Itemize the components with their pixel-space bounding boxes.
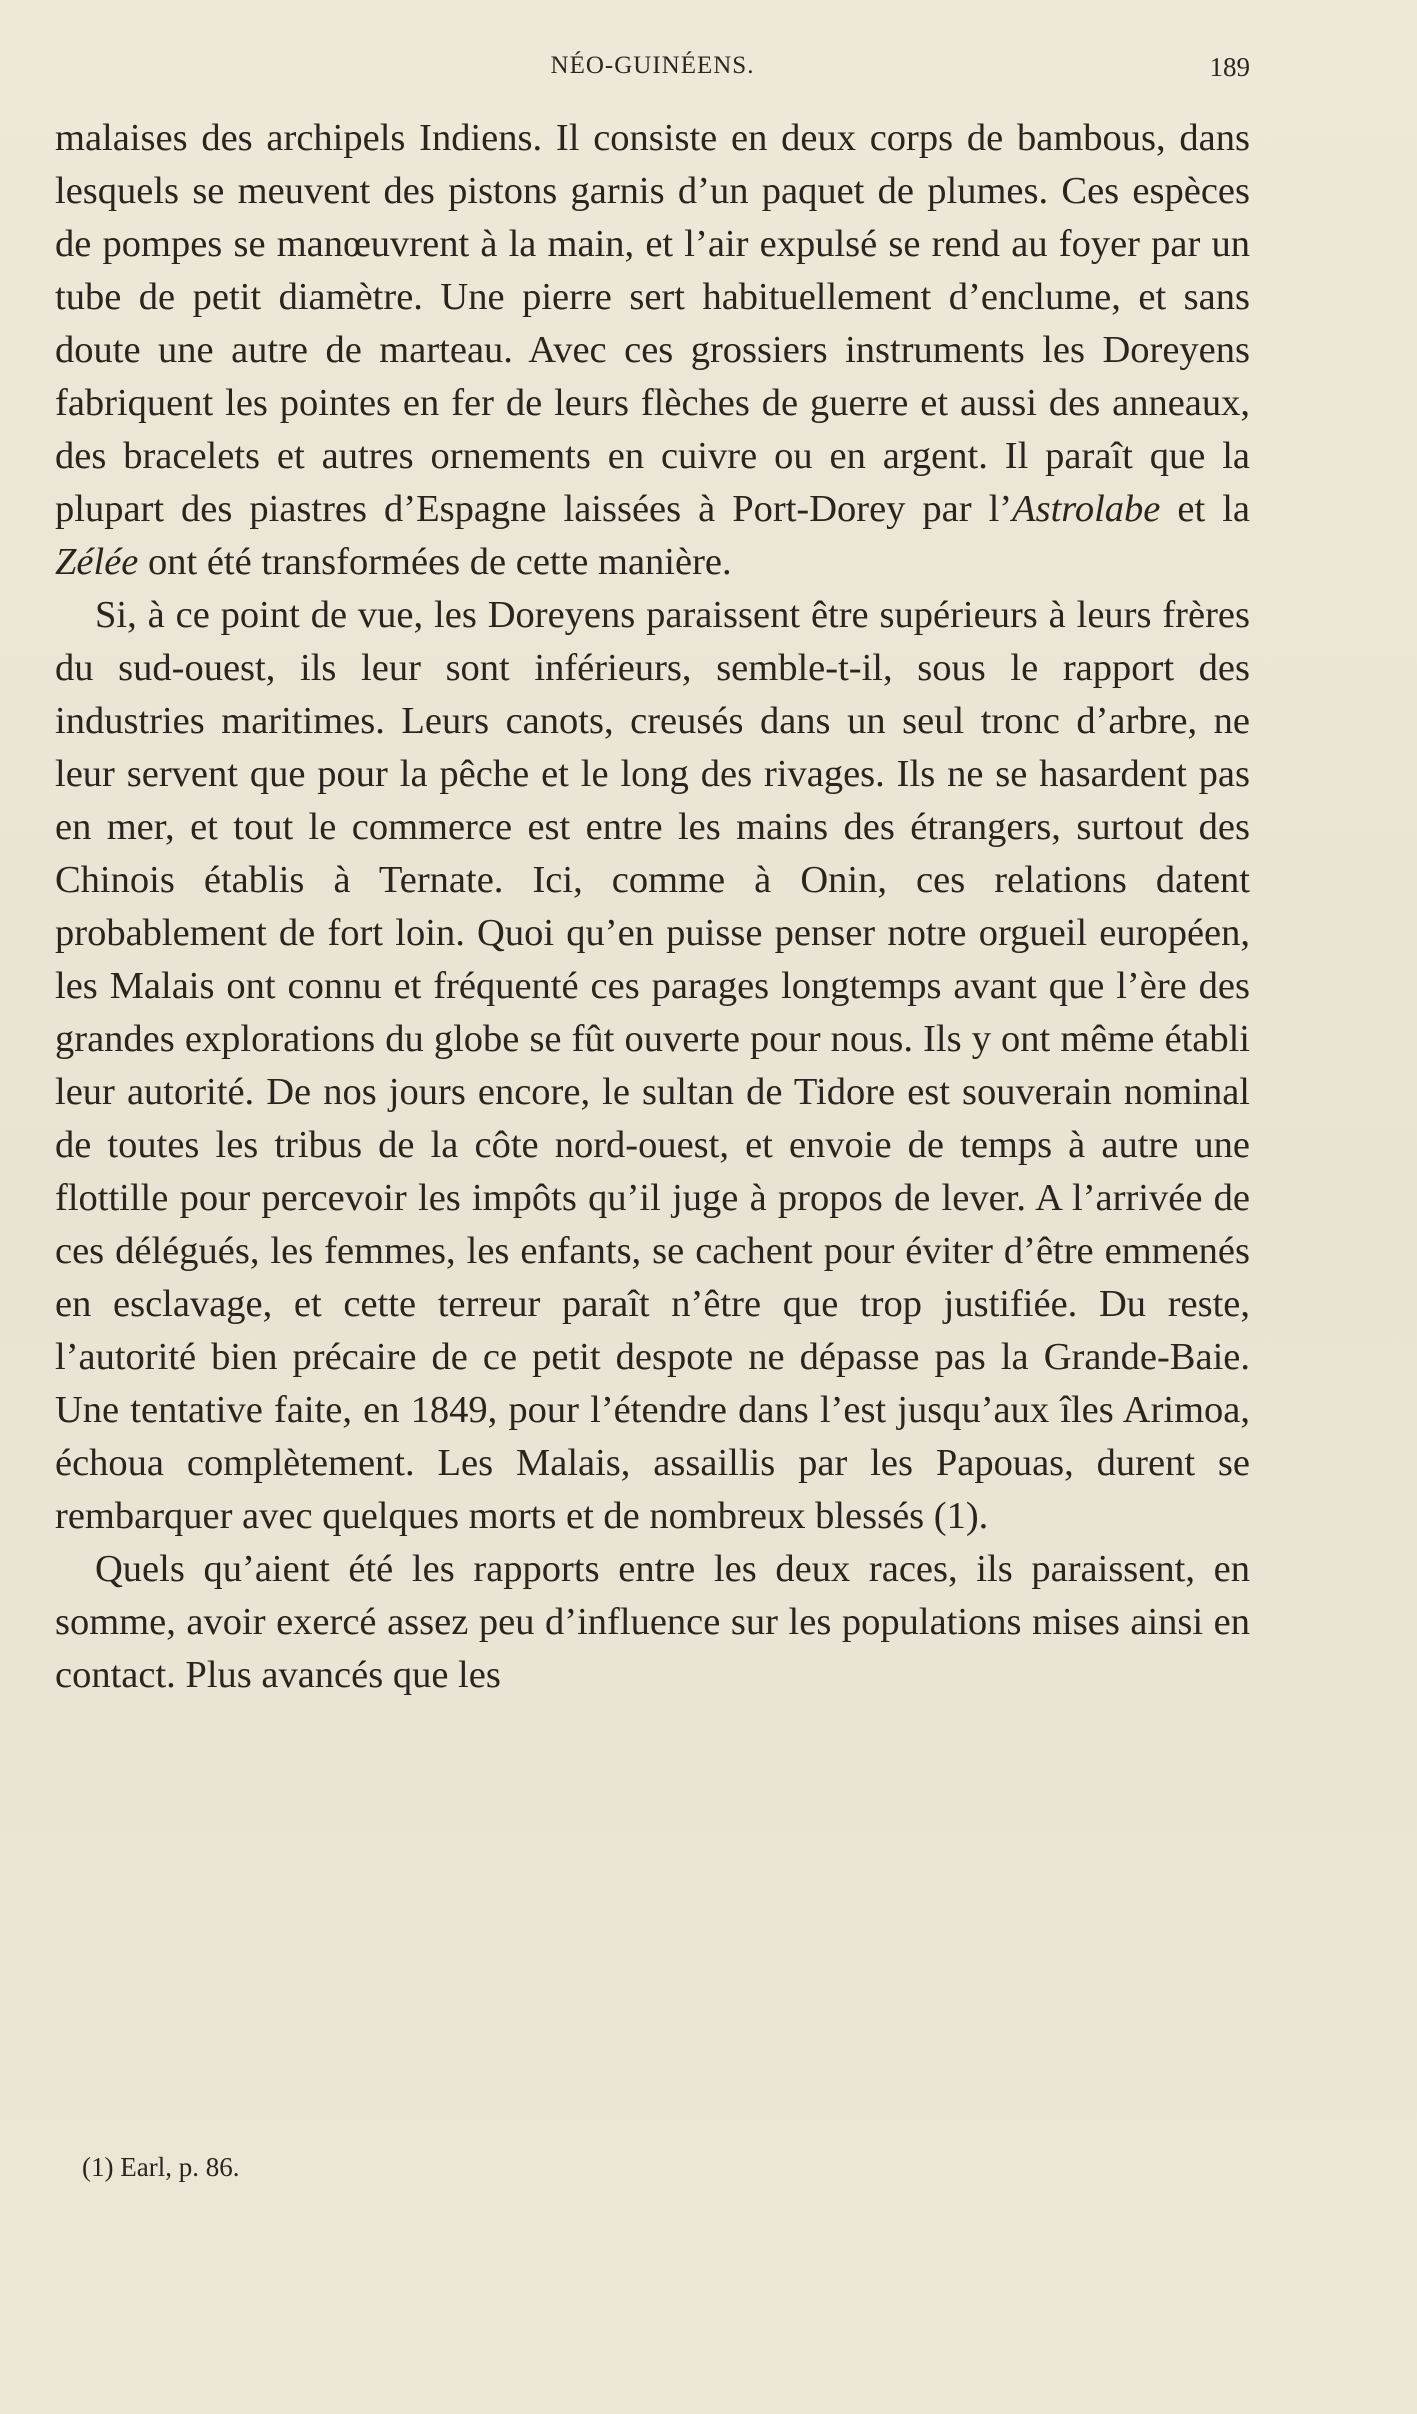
paragraph-1-text-b: et la: [1160, 488, 1250, 530]
ship-name-zelee: Zélée: [55, 541, 139, 583]
paragraph-2: Si, à ce point de vue, les Doreyens paraissent être supérieurs à leurs frères du sud-ouest, ils leur sont inférieurs, semble-t-il, sous le rapport des industries maritimes. Leurs canots, creusés dans un seul tronc d’arbre, ne leur servent que pour la pêche et le long des rivages. Ils ne se hasardent pas en mer, et tout le commerce est entre les mains des étrangers, surtout des Chinois établis à Ternate. Ici, comme à Onin, ces relations datent probablement de fort loin. Quoi qu’en puisse penser notre orgueil européen, les Malais ont connu et fréquenté ces parages longtemps avant que l’ère des grandes explorations du globe se fût ouverte pour nous. Ils y ont même établi leur autorité. De nos jours encore, le sultan de Tidore est souverain nominal de toutes les tribus de la côte nord-ouest, et envoie de temps à autre une flottille pour percevoir les impôts qu’il juge à propos de lever. A l’arrivée de ces délégués, les femmes, les enfants, se cachent pour éviter d’être emmenés en esclavage, et cette terreur paraît n’être que trop justifiée. Du reste, l’autorité bien précaire de ce petit despote ne dépasse pas la Grande-Baie. Une tentative faite, en 1849, pour l’étendre dans l’est jusqu’aux îles Arimoa, échoua complètement. Les Malais, assaillis par les Papouas, durent se rembarquer avec quelques morts et de nombreux blessés (1).: [55, 594, 1250, 1537]
running-head: [55, 52, 1250, 92]
page-number: 189: [1209, 52, 1250, 82]
paragraph-3: Quels qu’aient été les rapports entre les deux races, ils paraissent, en somme, avoir exercé assez peu d’influence sur les populations mises ainsi en contact. Plus avancés que les: [55, 1548, 1250, 1696]
paragraph-1-text-a: malaises des archipels Indiens. Il consiste en deux corps de bambous, dans lesquels se meuvent des pistons garnis d’un paquet de plumes. Ces espèces de pompes se manœuvrent à la main, et l’air expulsé se rend au foyer par un tube de petit diamètre. Une pierre sert habituellement d’enclume, et sans doute une autre de marteau. Avec ces grossiers instruments les Doreyens fabriquent les pointes en fer de leurs flèches de guerre et aussi des anneaux, des bracelets et autres ornements en cuivre ou en argent. Il paraît que la plupart des piastres d’Espagne laissées à Port-Dorey par l’: [55, 117, 1250, 530]
main-text: [55, 112, 1250, 1702]
footnote: (1) Earl, p. 86.: [82, 2152, 240, 2182]
running-title: NÉO-GUINÉENS.: [550, 52, 755, 79]
ship-name-astrolabe: Astrolabe: [1012, 488, 1161, 530]
paragraph-1-text-c: ont été transformées de cette manière.: [138, 541, 732, 583]
paragraph-1: [55, 112, 1250, 589]
